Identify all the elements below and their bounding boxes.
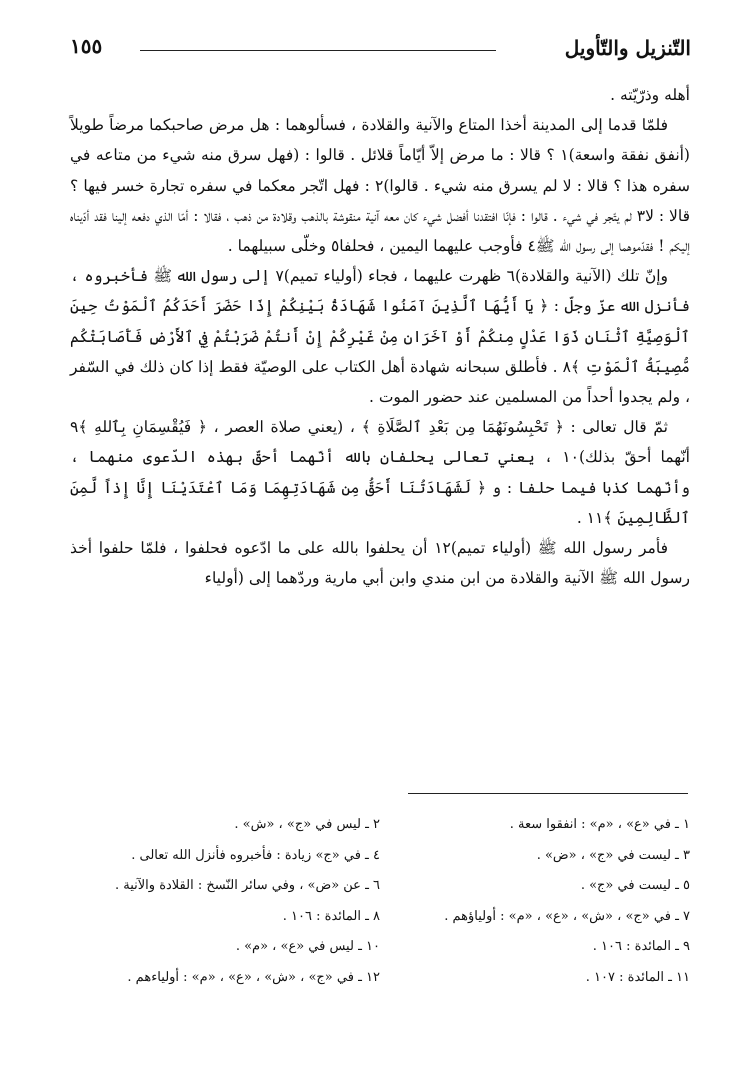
running-title: التّنزيل والتّأويل	[564, 36, 691, 60]
footnote: ٣ ـ ليست في «ج» ، «ض» .	[536, 847, 690, 863]
footnote: ٤ ـ في «ج» زيادة : فأخبروه فأنزل الله تعالى .	[131, 847, 380, 863]
footnote-row	[70, 932, 690, 963]
footnote-row	[70, 871, 690, 902]
footnote: ٩ ـ المائدة : ١٠٦ .	[592, 939, 690, 954]
page-number: ١٥٥	[70, 34, 103, 58]
footnote: ١١ ـ المائدة : ١٠٧ .	[585, 969, 690, 985]
running-header	[70, 30, 691, 66]
footnote: ١٠ ـ ليس في «ع» ، «م» .	[235, 939, 380, 954]
footnote-row	[70, 963, 690, 994]
footnote: ٥ ـ ليست في «ج» .	[580, 878, 690, 893]
header-rule	[140, 50, 496, 51]
footnote: ٦ ـ عن «ض» ، وفي سائر النّسخ : القلادة والآنية .	[114, 878, 380, 893]
main-text	[70, 80, 690, 593]
paragraph: فأمر رسول الله ﷺ (أولياء تميم)١٢ أن يحلفوا بالله على ما ادّعوه فحلفوا ، فلمّا حلفوا أخذ رسول الله ﷺ الآنية والقلادة من ابن مندي وابن أبي مارية وردّهما إلى (أولياء	[70, 539, 690, 588]
footnote-row	[70, 902, 690, 933]
footnote: ٧ ـ في «ج» ، «ش» ، «ع» ، «م» : أولياؤهم .	[444, 908, 690, 924]
footnote: ١ ـ في «ع» ، «م» : انفقوا سعة .	[509, 817, 690, 832]
footnote: ٢ ـ ليس في «ج» ، «ش» .	[234, 817, 380, 832]
footnote-rule	[408, 793, 688, 794]
paragraph: فلمّا قدما إلى المدينة أخذا المتاع والآنية والقلادة ، فسألوهما : هل مرض صاحبكما مرضاً طويلاً (أنفق نفقة واسعة)١ ؟ قالا : ما مرض إلاّ أيّاماً قلائل . قالوا : (فهل سرق منه شيء من متاعه في سفره هذا ؟ قالا : لا لم يسرق منه شيء . قالوا)٢ : فهل اتّجر معكما في سفره تجارة خسر فيها ؟ قالا : لا٣ لم يتّجر في شيء . قالوا : فإنّا افتقدنا أفضل شيء كان معه آنية منقوشة بالذهب وقلادة من ذهب ، فقالا : أمّا الذي دفعه إلينا فقد أدّيناه إليكم ! فقدّموهما إلى رسول الله ﷺ٤ فأوجب عليهما اليمين ، فحلفا٥ وخلّى سبيلهما .	[70, 116, 691, 256]
paragraph: وإنّ تلك (الآنية والقلادة)٦ ظهرت عليهما ، فجاء (أولياء تميم)٧ إلى رسول الله ﷺ فأخبروه ، فأنزل الله عزّ وجلّ : ﴿ يَا أَيُّهَا ٱلَّذِينَ آمَنُوا شَهَادَةُ بَيْنِكُمْ إِذَا حَضَرَ أَحَدَكُمُ ٱلْمَوْتُ حِينَ ٱلْوَصِيَّةِ ٱثْنَانِ ذَوَا عَدْلٍ مِنكُمْ أَوْ آخَرَانِ مِنْ غَيْرِكُمْ إِنْ أَنتُمْ ضَرَبْتُمْ فِي ٱلأَرْضِ فَأَصَابَتْكُم مُّصِيبَةُ ٱلْمَوْتِ ﴾٨ . فأطلق سبحانه شهادة أهل الكتاب على الوصيّة فقط إذا كان ذلك في السّفر ، ولم يجدوا أحداً من المسلمين عند حضور الموت .	[70, 267, 690, 407]
footnote: ٨ ـ المائدة : ١٠٦ .	[282, 908, 380, 924]
paragraph: ثمّ قال تعالى : ﴿ تَحْبِسُونَهُمَا مِن بَعْدِ ٱلصَّلَاةِ ﴾ ، (يعني صلاة العصر ، ﴿ فَيُقْسِمَانِ بِٱللهِ ﴾٩ أنّهما أحقّ بذلك)١٠ ، يعني تعالى يحلفان بالله أنّهما أحقّ بهذه الدّعوى منهما ، وأنّهما كذبا فيما حلفا : و ﴿ لَشَهَادَتُنَا أَحَقُّ مِن شَهَادَتِهِمَا وَمَا ٱعْتَدَيْنَا إِنَّا إِذاً لَّمِنَ ٱلظَّالِمِينَ ﴾١١ .	[70, 418, 690, 527]
footnotes	[70, 810, 690, 993]
paragraph: أهله وذرّيّته .	[610, 86, 690, 104]
footnote: ١٢ ـ في «ج» ، «ش» ، «ع» ، «م» : أولياءهم .	[127, 969, 380, 985]
footnote-row	[70, 810, 690, 841]
footnote-row	[70, 841, 690, 872]
